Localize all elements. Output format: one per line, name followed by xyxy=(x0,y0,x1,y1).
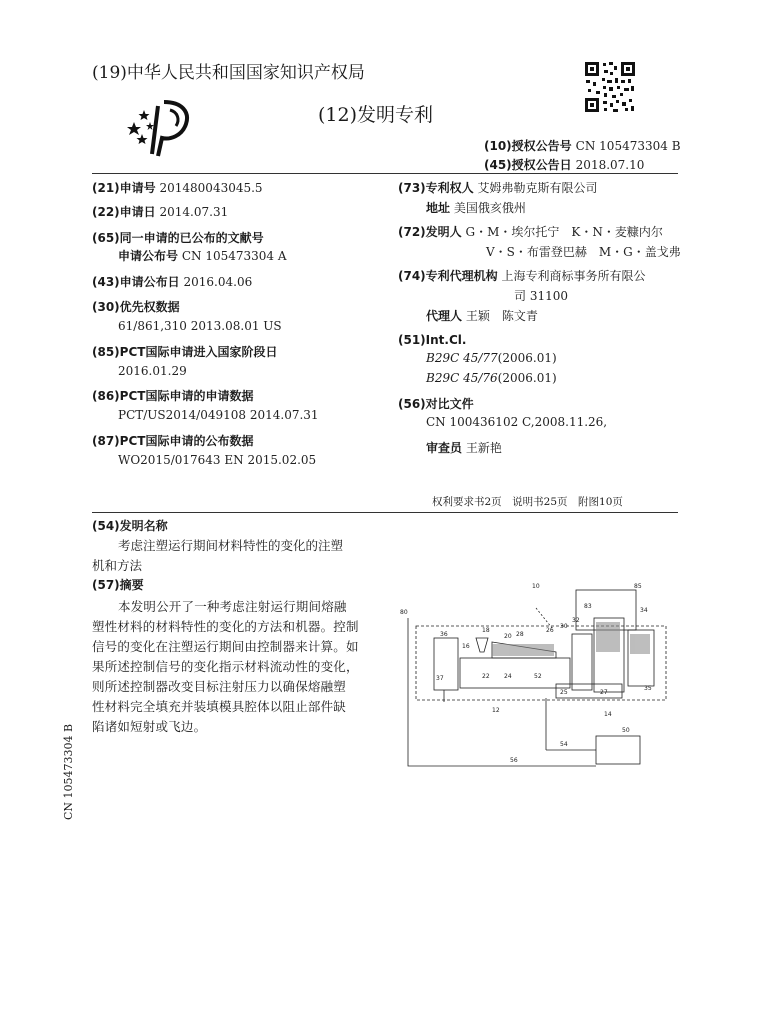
app-no: 201480043045.5 xyxy=(159,181,263,195)
patentee-label: (73)专利权人 xyxy=(398,181,474,195)
address: 美国俄亥俄州 xyxy=(453,201,526,215)
inventors-line-1: G・M・埃尔托宁 K・N・麦糠内尔 xyxy=(465,225,663,239)
abstract-line: 本发明公开了一种考虑注射运行期间熔融 xyxy=(118,599,347,614)
agent-label: 代理人 xyxy=(426,309,463,323)
app-date-label: (22)申请日 xyxy=(92,205,156,219)
abstract-body xyxy=(92,597,382,737)
office-name: (19)中华人民共和国国家知识产权局 xyxy=(92,63,365,83)
abstract-line: 陷诸如短射或飞边。 xyxy=(92,719,207,734)
pct-entry-date: 2016.01.29 xyxy=(118,364,187,378)
figure-label: 85 xyxy=(634,583,642,590)
pct-entry-label: (85)PCT国际申请进入国家阶段日 xyxy=(92,345,278,359)
pub-no: CN 105473304 A xyxy=(181,249,287,263)
figure-label: 36 xyxy=(440,631,448,638)
figure-label: 24 xyxy=(504,673,512,680)
figure-label: 54 xyxy=(560,741,568,748)
figure-label: 50 xyxy=(622,727,630,734)
figure-label: 16 xyxy=(462,643,470,650)
abstract-line: 性材料完全填充并装填模具腔体以阻止部件缺 xyxy=(92,699,347,714)
app-date: 2014.07.31 xyxy=(159,205,229,219)
figure-label: 35 xyxy=(644,685,652,692)
app-no-label: (21)申请号 xyxy=(92,181,156,195)
figure-label: 52 xyxy=(534,673,542,680)
figure-label: 26 xyxy=(546,627,554,634)
abstract-label: (57)摘要 xyxy=(92,578,144,592)
abstract-line: 果所述控制信号的变化指示材料流动性的变化， xyxy=(92,659,359,674)
int-cl-label: (51)Int.Cl. xyxy=(398,333,467,347)
title-label: (54)发明名称 xyxy=(92,519,168,533)
figure-label: 30 xyxy=(560,623,568,630)
ipc-version-2: (2006.01) xyxy=(497,371,557,385)
agency-line-1: 上海专利商标事务所有限公 xyxy=(501,269,646,283)
figure-label: 10 xyxy=(532,583,540,590)
figure-label: 80 xyxy=(400,609,408,616)
figure-label: 56 xyxy=(510,757,518,764)
figure-label: 83 xyxy=(584,603,592,610)
pct-pub-label: (87)PCT国际申请的公布数据 xyxy=(92,434,254,448)
agency-label: (74)专利代理机构 xyxy=(398,269,498,283)
grant-number-label: (10)授权公告号 xyxy=(484,139,572,153)
figure-label: 32 xyxy=(572,617,580,624)
examiner: 王新艳 xyxy=(465,441,502,455)
cnipa-logo-icon xyxy=(124,96,204,158)
pct-pub-data: WO2015/017643 EN 2015.02.05 xyxy=(118,453,317,467)
abstract-line: 塑性材料的材料特性的变化的方法和机器。控制 xyxy=(92,619,359,634)
injection-machine-figure xyxy=(396,578,672,778)
address-label: 地址 xyxy=(426,201,451,215)
figure-label: 25 xyxy=(560,689,568,696)
figure-label: 22 xyxy=(482,673,490,680)
abstract-line: 信号的变化在注塑运行期间由控制器来计算。如 xyxy=(92,639,359,654)
grant-date-label: (45)授权公告日 xyxy=(484,158,572,172)
figure-label: 27 xyxy=(600,689,608,696)
figure-label: 12 xyxy=(492,707,500,714)
side-publication-number: CN 105473304 B xyxy=(62,723,75,820)
agency-line-2: 司 31100 xyxy=(514,289,568,303)
invention-title-line-2: 机和方法 xyxy=(92,558,143,573)
ipc-version-1: (2006.01) xyxy=(497,351,557,365)
figure-label: 34 xyxy=(640,607,648,614)
cited-reference: CN 100436102 C,2008.11.26, xyxy=(426,415,608,429)
patentee: 艾姆弗勒克斯有限公司 xyxy=(477,181,598,195)
document-type: (12)发明专利 xyxy=(318,104,434,126)
ipc-code-2: B29C 45/76 xyxy=(426,371,498,385)
examiner-label: 审查员 xyxy=(426,441,463,455)
grant-number: CN 105473304 B xyxy=(575,139,681,153)
pub-no-label: 申请公布号 xyxy=(118,249,179,263)
header-divider xyxy=(92,173,678,174)
body-divider xyxy=(92,512,678,513)
invention-title-line-1: 考虑注塑运行期间材料特性的变化的注塑 xyxy=(118,538,344,553)
pub-date: 2016.04.06 xyxy=(183,275,253,289)
figure-label: 14 xyxy=(604,711,612,718)
qr-code-icon xyxy=(583,60,637,114)
pub-date-label: (43)申请公布日 xyxy=(92,275,180,289)
figure-label: 28 xyxy=(516,631,524,638)
inventors-line-2: V・S・布雷登巴赫 M・G・盖戈弗 xyxy=(486,245,681,259)
grant-date: 2018.07.10 xyxy=(575,158,645,172)
priority-label: (30)优先权数据 xyxy=(92,300,180,314)
figure-label: 37 xyxy=(436,675,444,682)
agent: 王颖 陈文青 xyxy=(465,309,538,323)
same-app-label: (65)同一申请的已公布的文献号 xyxy=(92,231,264,245)
pct-app-label: (86)PCT国际申请的申请数据 xyxy=(92,389,254,403)
page-counts: 权利要求书2页 说明书25页 附图10页 xyxy=(432,496,623,508)
abstract-line: 则所述控制器改变目标注射压力以确保熔融塑 xyxy=(92,679,347,694)
inventor-label: (72)发明人 xyxy=(398,225,462,239)
pct-app-data: PCT/US2014/049108 2014.07.31 xyxy=(118,408,319,422)
refs-label: (56)对比文件 xyxy=(398,397,474,411)
figure-label: 18 xyxy=(482,627,490,634)
ipc-code-1: B29C 45/77 xyxy=(426,351,498,365)
priority-data: 61/861,310 2013.08.01 US xyxy=(118,319,282,333)
figure-label: 20 xyxy=(504,633,512,640)
